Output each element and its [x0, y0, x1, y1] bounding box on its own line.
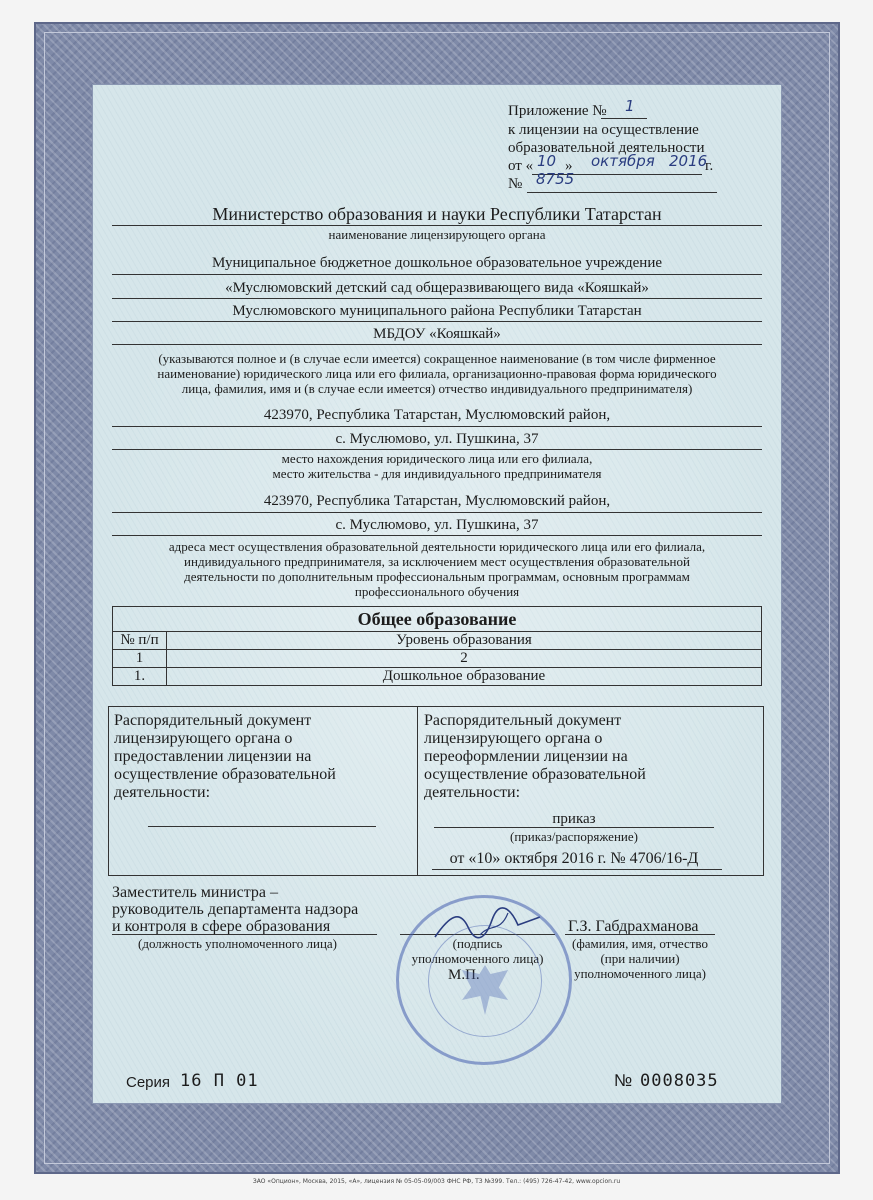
form-number: 0008035: [640, 1071, 719, 1091]
grant-document-line-2: лицензирующего органа о: [114, 730, 293, 747]
series-value: 16 П 01: [180, 1071, 259, 1091]
organization-short-name: МБДОУ «Кояшкай»: [373, 326, 501, 342]
appendix-date-mid: »: [565, 158, 573, 174]
reissue-document-line-3: переоформлении лицензии на: [424, 748, 628, 765]
reissue-document-line-2: лицензирующего органа о: [424, 730, 603, 747]
row-education-level: Дошкольное образование: [167, 668, 762, 686]
documents-divider: [417, 706, 418, 876]
location-line-1: 423970, Республика Татарстан, Муслюмовский район,: [263, 407, 611, 423]
signatory-position: [112, 884, 358, 935]
grant-document-line-3: предоставлении лицензии на: [114, 748, 312, 765]
organization-line-2: «Муслюмовский детский сад общеразвивающего вида «Кояшкай»: [225, 280, 649, 296]
appendix-month: октября: [591, 152, 655, 170]
location-caption-2: место жительства - для индивидуального предпринимателя: [272, 466, 602, 481]
activity-address-caption-2: индивидуального предпринимателя, за исключением мест осуществления образовательной: [184, 554, 690, 569]
order-details: от «10» октября 2016 г. № 4706/16-Д: [449, 850, 699, 867]
organization-line-1: Муниципальное бюджетное дошкольное образовательное учреждение: [212, 255, 662, 271]
printer-imprint: ЗАО «Опцион», Москва, 2015, «А», лицензия № 05-05-09/003 ФНС РФ, ТЗ №399. Тел.: (495) 726-47-42, www.opcion.ru: [252, 1178, 621, 1185]
signatory-position-line-1: Заместитель министра –: [112, 884, 278, 901]
signatory-position-line-3: и контроля в сфере образования: [112, 918, 331, 935]
signatory-name-caption-line-1: (фамилия, имя, отчество: [572, 936, 708, 951]
table-header-row: [113, 632, 762, 650]
appendix-line-2: к лицензии на осуществление: [508, 122, 699, 138]
signatory-position-caption: (должность уполномоченного лица): [138, 936, 338, 951]
license-number: 8755: [536, 170, 575, 188]
appendix-day: 10: [537, 152, 557, 170]
seal-label: М.П.: [448, 967, 480, 983]
activity-address-line-1: 423970, Республика Татарстан, Муслюмовский район,: [263, 493, 611, 509]
education-table-title: Общее образование: [113, 607, 762, 632]
order-type: приказ: [552, 811, 596, 827]
signatory-position-line-2: руководитель департамента надзора: [112, 901, 359, 918]
column-header-number: № п/п: [113, 632, 167, 650]
signature-caption-line-1: (подпись: [452, 936, 503, 951]
reissue-document-block: [424, 712, 646, 802]
organization-caption-2: наименование) юридического лица или его филиала, организационно-правовая форма юридического: [157, 366, 717, 381]
location-line-2: с. Муслюмово, ул. Пушкина, 37: [335, 431, 539, 447]
organization-caption-1: (указываются полное и (в случае если имеется) сокращенное наименование (в том числе фирменное: [158, 351, 716, 366]
signature-caption-line-2: уполномоченного лица): [411, 951, 544, 966]
appendix-year: 2016: [669, 152, 708, 170]
signatory-name: Г.З. Габдрахманова: [568, 918, 699, 935]
column-header-level: Уровень образования: [167, 632, 762, 650]
licensing-authority: Министерство образования и науки Республики Татарстан: [212, 204, 662, 224]
activity-address-caption-1: адреса мест осуществления образовательной деятельности юридического лица или его филиала,: [168, 539, 706, 554]
order-type-caption: (приказ/распоряжение): [510, 829, 638, 844]
location-caption-1: место нахождения юридического лица или его филиала,: [281, 451, 593, 466]
column-number-1: 1: [113, 650, 167, 668]
series-label: Серия: [126, 1074, 171, 1091]
appendix-number: 1: [625, 97, 635, 115]
grant-document-line-1: Распорядительный документ: [114, 712, 312, 729]
licensing-authority-caption: наименование лицензирующего органа: [328, 227, 546, 242]
grant-document-line-4: осуществление образовательной: [114, 766, 336, 783]
table-column-numbers-row: [113, 650, 762, 668]
appendix-date-prefix: от «: [508, 158, 534, 174]
signatory-name-caption: [560, 936, 720, 981]
signatory-name-caption-line-2: (при наличии): [600, 951, 680, 966]
organization-caption-3: лица, фамилия, имя и (в случае если имеется) отчество индивидуального предпринимателя): [181, 381, 693, 396]
education-levels-table: [112, 606, 762, 686]
reissue-document-line-1: Распорядительный документ: [424, 712, 622, 729]
activity-address-caption-3: деятельности по дополнительным профессиональным программам, основным программам: [184, 569, 690, 584]
reissue-document-line-5: деятельности:: [424, 784, 521, 801]
column-number-2: 2: [167, 650, 762, 668]
grant-document-block: [114, 712, 336, 802]
reissue-document-line-4: осуществление образовательной: [424, 766, 646, 783]
grant-document-line-5: деятельности:: [114, 784, 211, 801]
table-row: [113, 668, 762, 686]
appendix-line-3: образовательной деятельности: [508, 140, 705, 156]
activity-address-caption-4: профессионального обучения: [354, 584, 520, 599]
appendix-label: Приложение №: [508, 103, 607, 119]
signatory-name-caption-line-3: уполномоченного лица): [574, 966, 706, 981]
activity-address-line-2: с. Муслюмово, ул. Пушкина, 37: [335, 517, 539, 533]
license-number-label: №: [508, 176, 523, 192]
organization-line-3: Муслюмовского муниципального района Республики Татарстан: [232, 303, 642, 319]
row-number: 1.: [113, 668, 167, 686]
appendix-year-suffix: г.: [705, 158, 714, 174]
form-number-label: №: [614, 1071, 633, 1090]
